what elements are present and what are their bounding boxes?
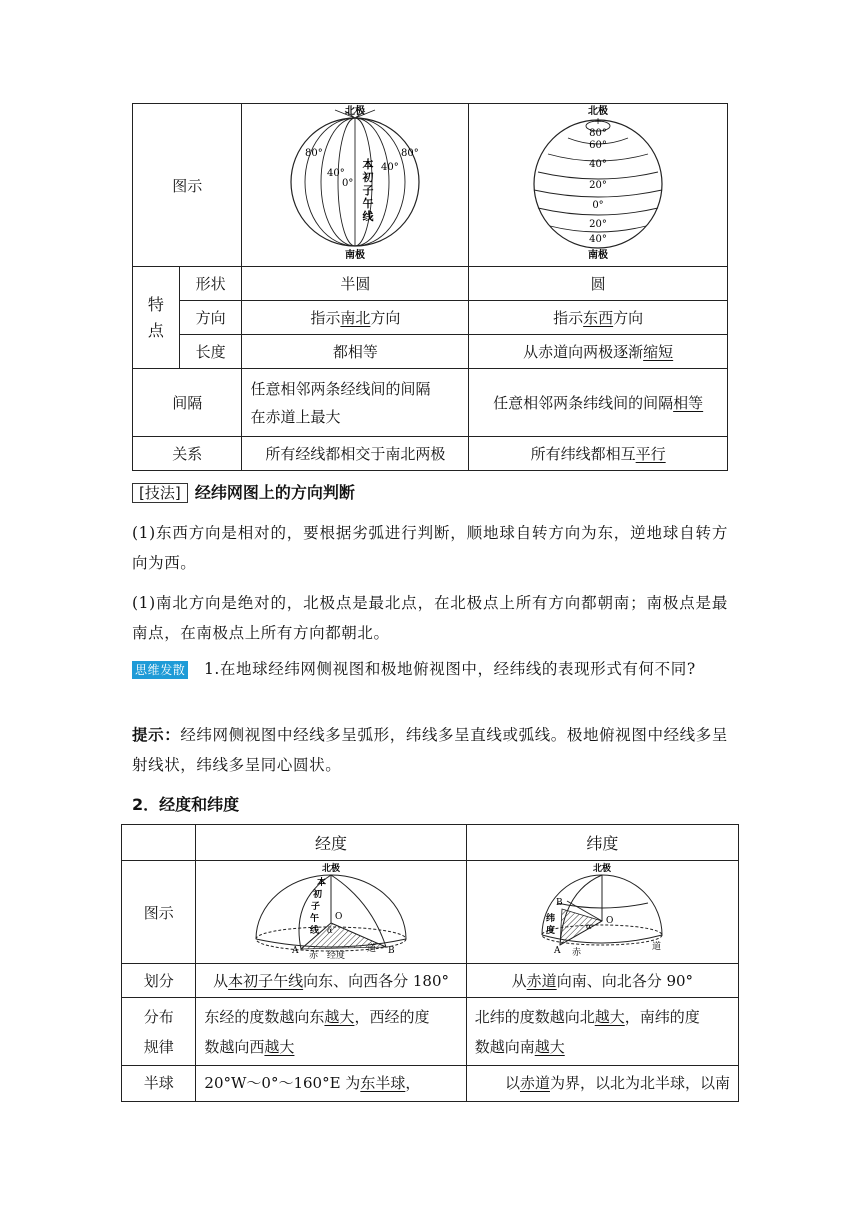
hint-label: 提示： [132,726,181,744]
header-latitude: 纬度 [466,825,738,861]
svg-text:道: 道 [367,944,377,954]
header-longitude: 经度 [196,825,466,861]
relation-label: 关系 [133,437,242,471]
svg-text:80°: 80° [589,128,608,139]
diagram-label: 图示 [122,861,196,964]
parallel-diagram-cell [469,104,728,267]
svg-text:本: 本 [362,158,374,171]
svg-text:子: 子 [311,902,321,912]
svg-text:北极: 北极 [588,106,609,117]
comparison-table [132,103,728,471]
meridian-diagram-cell [242,104,469,267]
meridian-interval: 任意相邻两条经线间的间隔 在赤道上最大 [242,369,469,437]
svg-text:赤: 赤 [309,951,319,959]
hemisphere-label: 半球 [122,1066,196,1102]
south-pole-label: 南极 [345,250,366,261]
tip-box: [技法] [132,483,188,503]
think-tag: 思维发散 [132,661,188,679]
parallel-interval: 任意相邻两条纬线间的间隔相等 [469,369,728,437]
svg-text:B: B [388,946,395,956]
svg-text:A: A [292,946,299,956]
svg-text:0°: 0° [342,178,354,189]
shape-label: 形状 [179,267,242,301]
interval-label: 间隔 [133,369,242,437]
svg-text:南极: 南极 [588,250,609,261]
longitude-hemisphere-figure [231,861,431,959]
svg-text:赤: 赤 [572,948,582,958]
meridian-relation: 所有经线都相交于南北两极 [242,437,469,471]
svg-text:40°: 40° [381,162,400,173]
length-label: 长度 [179,335,242,369]
svg-text:20°: 20° [589,219,608,230]
svg-text:线: 线 [362,210,374,223]
tip-heading [132,480,355,503]
longitude-division: 从本初子午线向东、向西各分 180° [196,964,466,998]
longitude-hemisphere: 20°W～0°～160°E 为东半球， [196,1066,466,1102]
svg-text:子: 子 [362,184,374,197]
longitude-distribution: 东经的度数越向东越大，西经的度 数越向西越大 [196,998,466,1066]
svg-text:40°: 40° [589,159,608,170]
parallel-length: 从赤道向两极逐渐缩短 [469,335,728,369]
svg-text:纬: 纬 [546,914,556,924]
svg-text:初: 初 [362,171,374,184]
parallel-direction: 指示东西方向 [469,301,728,335]
svg-text:度: 度 [546,926,556,936]
svg-text:A: A [554,946,561,956]
svg-text:线: 线 [310,926,320,936]
latitude-division: 从赤道向南、向北各分 90° [466,964,738,998]
svg-text:60°: 60° [589,140,608,151]
svg-text:O: O [335,912,343,922]
distribution-label: 分布 规律 [122,998,196,1066]
section-heading: 2．经度和纬度 [132,795,240,814]
north-pole-label: 北极 [345,106,366,117]
svg-text:午: 午 [310,914,320,924]
hint-text: 经纬网侧视图中经线多呈弧形，纬线多呈直线或弧线。极地俯视图中经线多呈射线状，纬线多呈同心圆状。 [132,726,728,774]
features-label: 特 点 [133,267,180,369]
direction-label: 方向 [179,301,242,335]
svg-text:α: α [586,922,592,931]
svg-text:80°: 80° [305,148,324,159]
svg-text:经度: 经度 [327,951,346,959]
longitude-diagram-cell [196,861,466,964]
svg-text:B: B [556,898,563,908]
division-label: 划分 [122,964,196,998]
header-empty [122,825,196,861]
svg-text:α: α [327,926,333,935]
paragraph-east-west: (1)东西方向是相对的，要根据劣弧进行判断，顺地球自转方向为东，逆地球自转方向为西。 [132,524,728,572]
think-block [132,654,728,684]
latitude-hemisphere: 以赤道为界，以北为北半球，以南 [466,1066,738,1102]
svg-text:道: 道 [652,942,662,952]
latitude-diagram-cell [466,861,738,964]
parallel-relation: 所有纬线都相互平行 [469,437,728,471]
meridian-length: 都相等 [242,335,469,369]
svg-text:+: + [594,117,602,127]
svg-text:北极: 北极 [593,864,612,874]
svg-text:本: 本 [317,878,327,888]
parallel-shape: 圆 [469,267,728,301]
paragraph-north-south: (1)南北方向是绝对的，北极点是最北点，在北极点上所有方向都朝南；南极点是最南点，在南极点上所有方向都朝北。 [132,594,728,642]
svg-text:午: 午 [362,197,374,210]
svg-text:80°: 80° [401,148,420,159]
svg-text:北极: 北极 [322,864,341,874]
svg-text:初: 初 [313,890,323,900]
think-question: 1.在地球经纬网侧视图和极地俯视图中，经纬线的表现形式有何不同? [203,660,696,678]
meridian-shape: 半圆 [242,267,469,301]
svg-text:40°: 40° [327,168,346,179]
svg-text:0°: 0° [592,200,604,211]
tip-title: 经纬网图上的方向判断 [194,483,355,502]
latitude-hemisphere-figure [502,861,702,959]
hint-block [132,720,728,780]
svg-text:20°: 20° [589,180,608,191]
svg-text:40°: 40° [589,234,608,245]
parallel-globe-figure [493,104,703,262]
svg-text:O: O [606,916,614,926]
meridian-direction: 指示南北方向 [242,301,469,335]
lon-lat-table [121,824,739,1102]
row-diagram-label: 图示 [133,104,242,267]
latitude-distribution: 北纬的度数越向北越大，南纬的度 数越向南越大 [466,998,738,1066]
meridian-globe-figure [255,104,455,262]
